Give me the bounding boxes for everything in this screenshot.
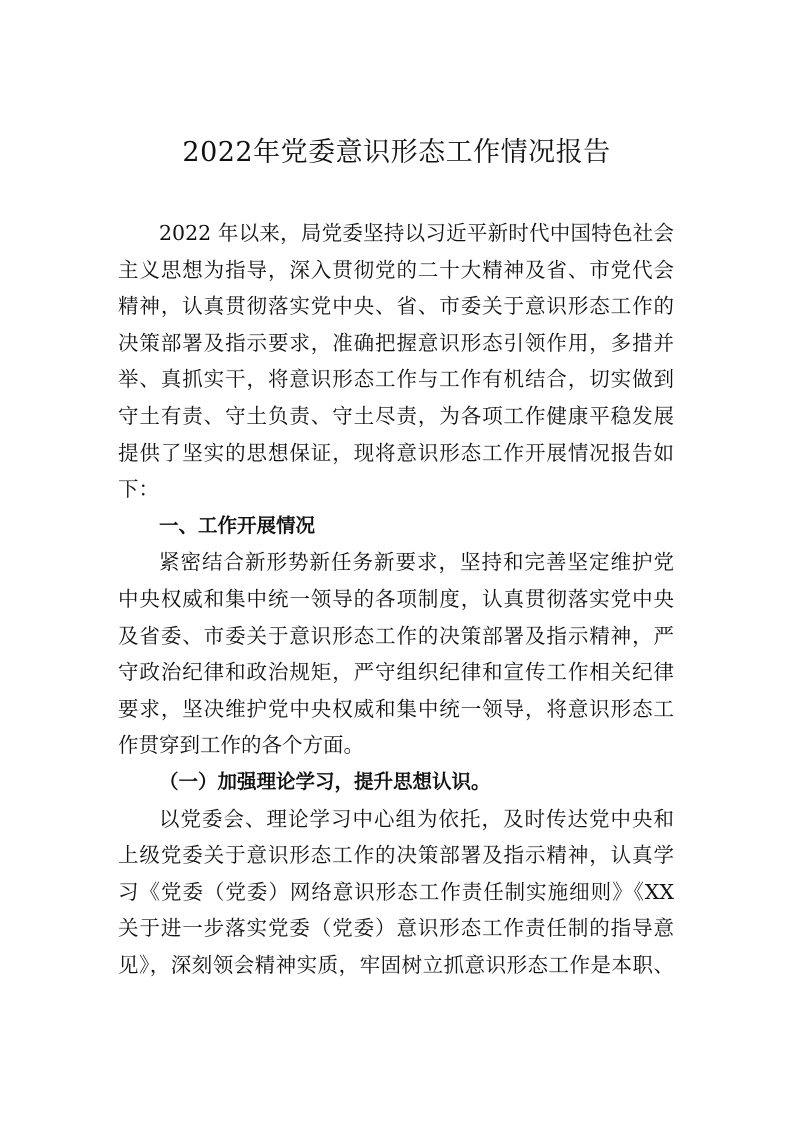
intro-line: 提供了坚实的思想保证，现将意识形态工作开展情况报告如 bbox=[118, 440, 674, 465]
document-body bbox=[118, 215, 674, 983]
section1-paragraph bbox=[118, 544, 674, 764]
intro-line: 决策部署及指示要求，准确把握意识形态引领作用，多措并 bbox=[118, 330, 674, 355]
section1-line: 守政治纪律和政治规矩，严守组织纪律和宣传工作相关纪律 bbox=[118, 660, 674, 685]
section1-line: 作贯穿到工作的各个方面。 bbox=[118, 733, 364, 758]
subsection-heading: （一）加强理论学习，提升思想认识。 bbox=[159, 769, 491, 793]
subsection1-paragraph bbox=[118, 801, 674, 984]
subsection1-line: 关于进一步落实党委（党委）意识形态工作责任制的指导意 bbox=[118, 916, 674, 941]
document-title: 2022年党委意识形态工作情况报告 bbox=[182, 137, 611, 168]
intro-line: 精神，认真贯彻落实党中央、省、市委关于意识形态工作的 bbox=[118, 294, 674, 319]
intro-line: 守土有责、守土负责、守土尽责，为各项工作健康平稳发展 bbox=[118, 403, 674, 428]
intro-line: 2022 年以来，局党委坚持以习近平新时代中国特色社会 bbox=[159, 221, 674, 245]
subsection1-line: 习《党委（党委）网络意识形态工作责任制实施细则》《XX bbox=[118, 879, 674, 904]
section1-line: 中央权威和集中统一领导的各项制度，认真贯彻落实党中央 bbox=[118, 586, 674, 611]
intro-paragraph bbox=[118, 215, 674, 508]
subsection1-line: 以党委会、理论学习中心组为依托，及时传达党中央和 bbox=[159, 806, 674, 831]
intro-line: 下： bbox=[118, 477, 159, 502]
subsection1-line: 上级党委关于意识形态工作的决策部署及指示精神，认真学 bbox=[118, 843, 674, 868]
section1-line: 要求，坚决维护党中央权威和集中统一领导，将意识形态工 bbox=[118, 696, 674, 721]
subsection1-line: 见》，深刻领会精神实质，牢固树立抓意识形态工作是本职、 bbox=[118, 952, 674, 977]
section-heading: 一、工作开展情况 bbox=[159, 513, 316, 537]
section1-line: 及省委、市委关于意识形态工作的决策部署及指示精神，严 bbox=[118, 623, 674, 648]
intro-line: 举、真抓实干，将意识形态工作与工作有机结合，切实做到 bbox=[118, 367, 674, 392]
section1-line: 紧密结合新形势新任务新要求，坚持和完善坚定维护党 bbox=[159, 550, 674, 575]
intro-line: 主义思想为指导，深入贯彻党的二十大精神及省、市党代会 bbox=[118, 257, 674, 282]
